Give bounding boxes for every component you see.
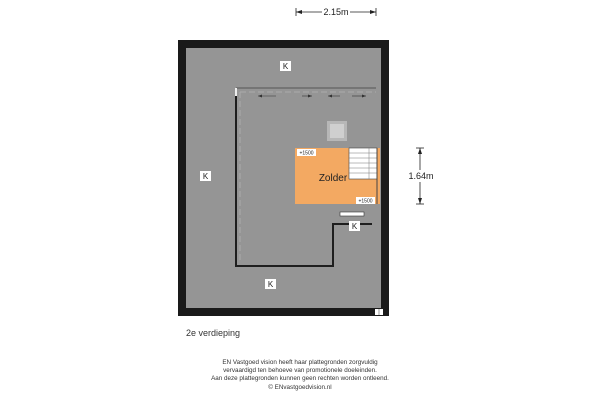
disclaimer-line: Aan deze plattegronden kunnen geen rechten worden ontleend. bbox=[211, 375, 389, 383]
disclaimer-line: vervaardigd ten behoeve van promotionele doeleinden. bbox=[223, 367, 377, 375]
svg-text:K: K bbox=[282, 62, 289, 71]
svg-text:K: K bbox=[202, 172, 209, 181]
svg-text:K: K bbox=[267, 280, 274, 289]
width-dimension-label: 2.15m bbox=[323, 7, 349, 17]
compass-marker bbox=[375, 309, 383, 315]
height-tag-top-left bbox=[297, 149, 316, 157]
height-tag-bottom-right bbox=[356, 197, 375, 205]
width-dimension bbox=[296, 7, 376, 17]
room-label-zolder: Zolder bbox=[318, 173, 348, 184]
room-label-k-left bbox=[200, 171, 211, 181]
disclaimer-line: © ENvastgoedvision.nl bbox=[268, 383, 332, 391]
floor-name: 2e verdieping bbox=[186, 328, 241, 338]
svg-text:K: K bbox=[351, 222, 358, 231]
skylight bbox=[327, 121, 347, 141]
svg-text:+1500: +1500 bbox=[358, 198, 373, 205]
room-label-k-top bbox=[280, 61, 291, 71]
disclaimer-line: EN Vastgoed vision heeft haar plattegronden zorgvuldig bbox=[222, 359, 378, 366]
svg-text:+1500: +1500 bbox=[299, 150, 314, 157]
height-dimension-label: 1.64m bbox=[408, 171, 434, 181]
room-label-k-small bbox=[349, 221, 360, 231]
room-label-k-bottom bbox=[265, 279, 276, 289]
door-threshold bbox=[340, 212, 364, 216]
height-dimension bbox=[406, 148, 436, 204]
disclaimer bbox=[150, 359, 450, 392]
